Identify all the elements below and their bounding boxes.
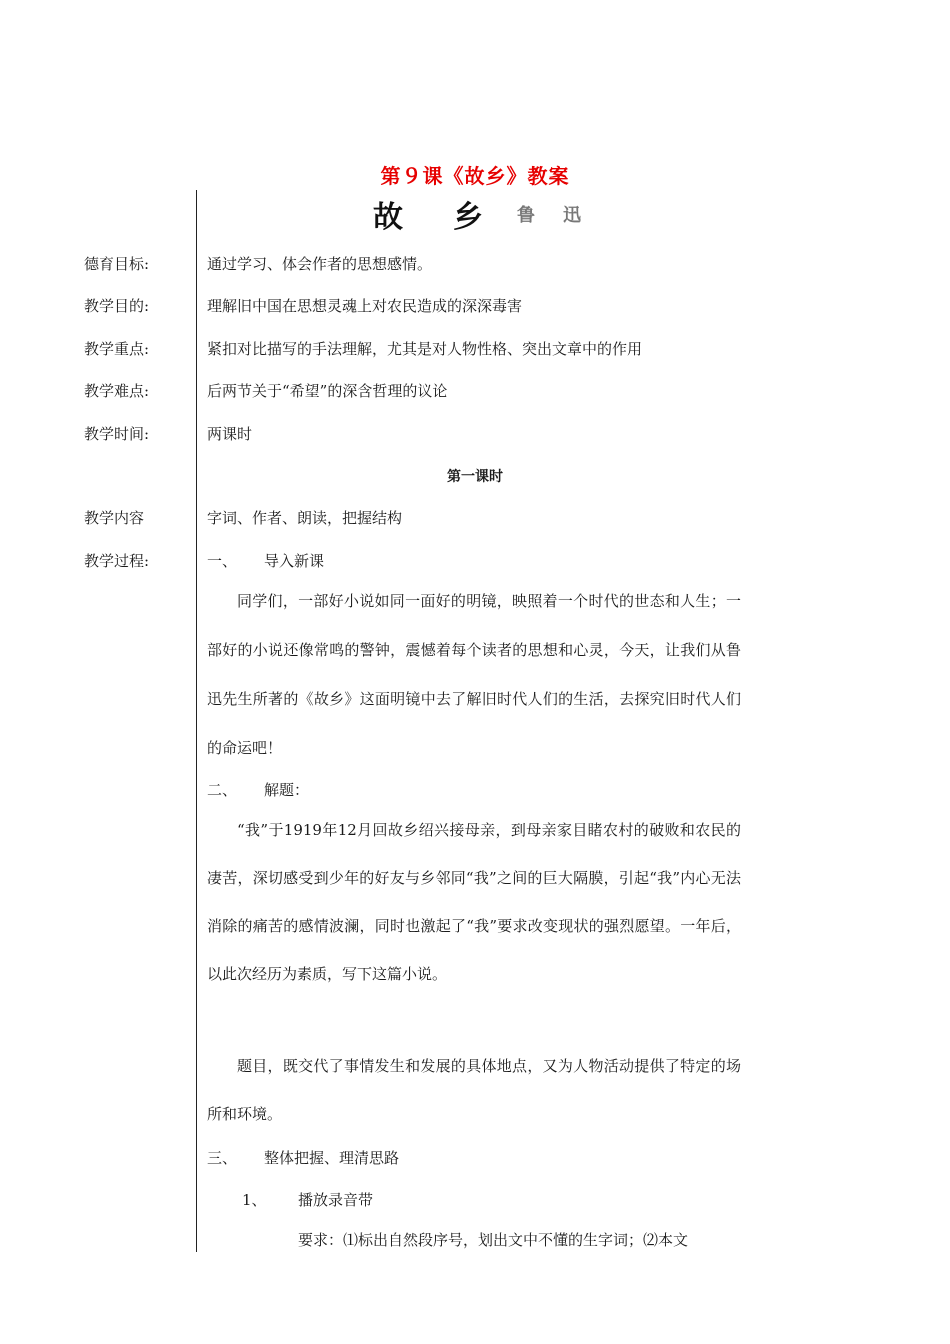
session-heading: 第一课时: [447, 469, 503, 485]
section-1-title: 导入新课: [264, 552, 325, 570]
difficulty-value: 后两节关于“希望”的深含哲理的议论: [207, 382, 448, 400]
section-2-number: 二、: [207, 781, 238, 799]
key-point-value: 紧扣对比描写的手法理解，尤其是对人物性格、突出文章中的作用: [207, 340, 643, 358]
requirement-line: 要求：⑴标出自然段序号，划出文中不懂的生字词；⑵本文: [298, 1231, 689, 1249]
logo-author-xun: 迅: [563, 205, 581, 226]
key-point-label: 教学重点:: [84, 340, 150, 358]
title-logo: [365, 192, 605, 235]
section-3-number: 三、: [207, 1149, 238, 1167]
teaching-aim-value: 理解旧中国在思想灵魂上对农民造成的深深毒害: [207, 297, 523, 315]
section-2-paragraph-2: 题目，既交代了事情发生和发展的具体地点，又为人物活动提供了特定的场所和环境。: [207, 1057, 741, 1123]
teaching-time-value: 两课时: [207, 425, 253, 443]
subsection-1-number: 1、: [242, 1191, 267, 1209]
section-1-paragraph: 同学们，一部好小说如同一面好的明镜，映照着一个时代的世态和人生；一部好的小说还像常鸣的警钟，震憾着每个读者的思想和心灵，今天，让我们从鲁迅先生所著的《故乡》这面明镜中去了解旧时代人们的生活，去探究旧时代人们的命运吧！: [207, 592, 741, 757]
logo-author-lu: 鲁: [517, 205, 535, 226]
document-title: 第９课《故乡》教案: [380, 164, 570, 188]
logo-char-gu: 故: [373, 200, 403, 235]
difficulty-label: 教学难点:: [84, 382, 150, 400]
teaching-time-label: 教学时间:: [84, 425, 150, 443]
content-value: 字词、作者、朗读，把握结构: [207, 509, 403, 527]
process-label: 教学过程:: [84, 552, 150, 570]
section-2-paragraph-1: “我”于1919年12月回故乡绍兴接母亲，到母亲家目睹农村的破败和农民的凄苦，深切感受到少年的好友与乡邻同“我”之间的巨大隔膜，引起“我”内心无法消除的痛苦的感情波澜，同时也激起了“我”要求改变现状的强烈愿望。一年后，以此次经历为素质，写下这篇小说。: [207, 821, 741, 983]
column-divider: [196, 190, 197, 1252]
teaching-aim-label: 教学目的:: [84, 297, 150, 315]
content-label: 教学内容: [84, 509, 145, 527]
moral-goal-label: 德育目标:: [84, 255, 150, 273]
moral-goal-value: 通过学习、体会作者的思想感情。: [207, 255, 433, 273]
section-1-number: 一、: [207, 552, 238, 570]
logo-char-xiang: 乡: [453, 200, 483, 235]
section-2-title: 解题：: [264, 781, 310, 799]
section-3-title: 整体把握、理清思路: [264, 1149, 400, 1167]
subsection-1-title: 播放录音带: [298, 1191, 374, 1209]
